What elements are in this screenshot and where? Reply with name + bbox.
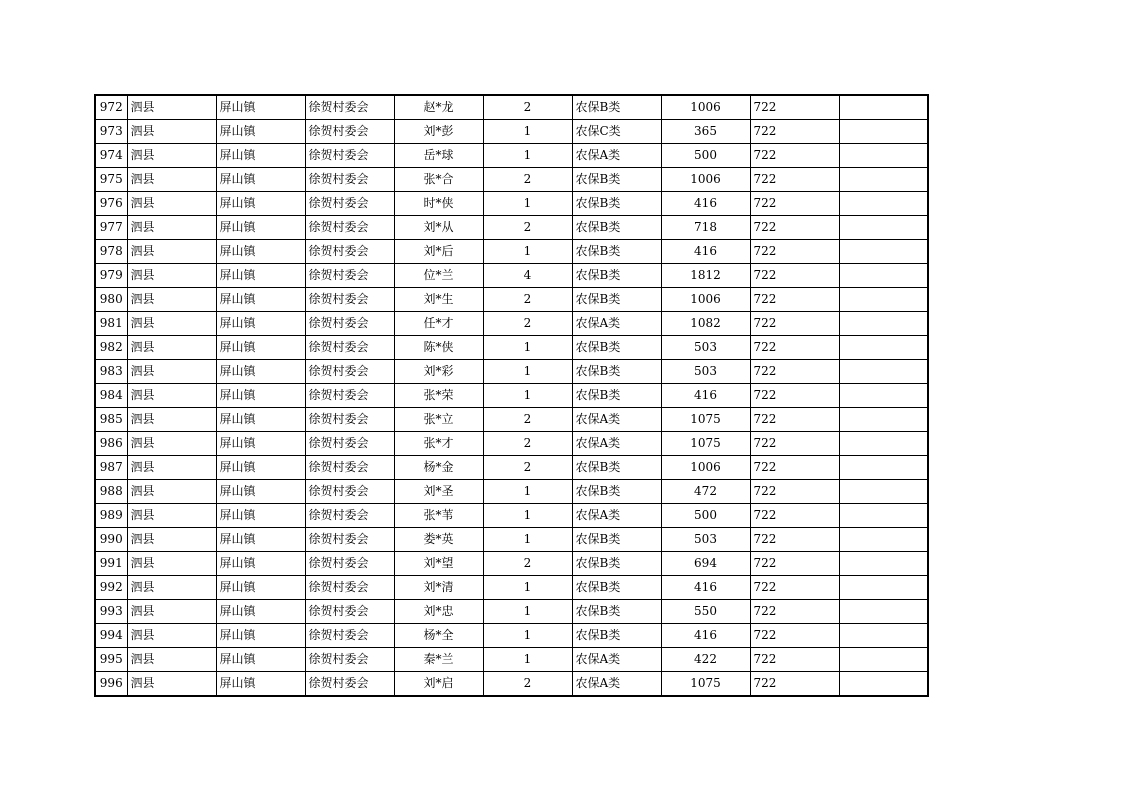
table-row: [95, 600, 928, 624]
cell-amount: 1075: [661, 408, 750, 432]
cell-count: 1: [483, 576, 572, 600]
cell-name: 刘*启: [394, 672, 483, 697]
cell-count: 1: [483, 360, 572, 384]
cell-category: 农保B类: [572, 480, 661, 504]
cell-code: 722: [750, 456, 839, 480]
cell-village: 徐贺村委会: [305, 480, 394, 504]
cell-village: 徐贺村委会: [305, 192, 394, 216]
cell-town: 屏山镇: [216, 648, 305, 672]
table-row: [95, 192, 928, 216]
table-row: [95, 552, 928, 576]
cell-county: 泗县: [127, 168, 216, 192]
cell-code: 722: [750, 672, 839, 697]
cell-amount: 1082: [661, 312, 750, 336]
cell-county: 泗县: [127, 336, 216, 360]
cell-county: 泗县: [127, 624, 216, 648]
cell-note: [839, 672, 928, 697]
cell-row-number: 973: [95, 120, 127, 144]
cell-county: 泗县: [127, 120, 216, 144]
cell-row-number: 986: [95, 432, 127, 456]
cell-town: 屏山镇: [216, 120, 305, 144]
cell-village: 徐贺村委会: [305, 576, 394, 600]
cell-name: 岳*球: [394, 144, 483, 168]
cell-amount: 1006: [661, 168, 750, 192]
cell-count: 1: [483, 144, 572, 168]
cell-town: 屏山镇: [216, 432, 305, 456]
cell-town: 屏山镇: [216, 288, 305, 312]
cell-name: 刘*生: [394, 288, 483, 312]
cell-row-number: 977: [95, 216, 127, 240]
cell-town: 屏山镇: [216, 552, 305, 576]
cell-county: 泗县: [127, 432, 216, 456]
cell-town: 屏山镇: [216, 240, 305, 264]
cell-category: 农保A类: [572, 432, 661, 456]
cell-row-number: 995: [95, 648, 127, 672]
cell-name: 刘*后: [394, 240, 483, 264]
cell-village: 徐贺村委会: [305, 408, 394, 432]
table-row: [95, 672, 928, 697]
cell-county: 泗县: [127, 576, 216, 600]
cell-name: 秦*兰: [394, 648, 483, 672]
cell-village: 徐贺村委会: [305, 600, 394, 624]
cell-category: 农保B类: [572, 95, 661, 120]
table-row: [95, 624, 928, 648]
table-row: [95, 528, 928, 552]
cell-count: 4: [483, 264, 572, 288]
cell-name: 刘*望: [394, 552, 483, 576]
cell-village: 徐贺村委会: [305, 552, 394, 576]
cell-name: 刘*圣: [394, 480, 483, 504]
cell-note: [839, 95, 928, 120]
cell-village: 徐贺村委会: [305, 144, 394, 168]
cell-county: 泗县: [127, 672, 216, 697]
cell-code: 722: [750, 312, 839, 336]
cell-count: 1: [483, 120, 572, 144]
cell-count: 2: [483, 456, 572, 480]
cell-village: 徐贺村委会: [305, 120, 394, 144]
cell-note: [839, 288, 928, 312]
cell-county: 泗县: [127, 384, 216, 408]
cell-count: 2: [483, 552, 572, 576]
table-row: [95, 168, 928, 192]
cell-count: 1: [483, 192, 572, 216]
cell-row-number: 987: [95, 456, 127, 480]
cell-note: [839, 216, 928, 240]
cell-county: 泗县: [127, 95, 216, 120]
cell-row-number: 992: [95, 576, 127, 600]
cell-note: [839, 624, 928, 648]
cell-code: 722: [750, 95, 839, 120]
cell-county: 泗县: [127, 480, 216, 504]
cell-count: 1: [483, 600, 572, 624]
cell-amount: 550: [661, 600, 750, 624]
cell-amount: 500: [661, 144, 750, 168]
cell-code: 722: [750, 624, 839, 648]
cell-town: 屏山镇: [216, 216, 305, 240]
cell-county: 泗县: [127, 360, 216, 384]
cell-amount: 416: [661, 576, 750, 600]
cell-name: 时*侠: [394, 192, 483, 216]
cell-village: 徐贺村委会: [305, 648, 394, 672]
cell-category: 农保A类: [572, 672, 661, 697]
cell-amount: 416: [661, 384, 750, 408]
cell-amount: 472: [661, 480, 750, 504]
cell-name: 张*合: [394, 168, 483, 192]
cell-amount: 694: [661, 552, 750, 576]
data-table: [94, 94, 929, 697]
cell-note: [839, 168, 928, 192]
table-body: [95, 95, 928, 696]
cell-count: 1: [483, 336, 572, 360]
cell-village: 徐贺村委会: [305, 312, 394, 336]
cell-county: 泗县: [127, 528, 216, 552]
cell-town: 屏山镇: [216, 312, 305, 336]
cell-note: [839, 360, 928, 384]
cell-category: 农保B类: [572, 600, 661, 624]
cell-note: [839, 648, 928, 672]
cell-code: 722: [750, 648, 839, 672]
table-row: [95, 288, 928, 312]
cell-village: 徐贺村委会: [305, 336, 394, 360]
cell-row-number: 972: [95, 95, 127, 120]
cell-count: 2: [483, 408, 572, 432]
cell-note: [839, 600, 928, 624]
cell-village: 徐贺村委会: [305, 168, 394, 192]
cell-code: 722: [750, 408, 839, 432]
cell-town: 屏山镇: [216, 600, 305, 624]
cell-row-number: 985: [95, 408, 127, 432]
cell-county: 泗县: [127, 216, 216, 240]
table-row: [95, 576, 928, 600]
cell-code: 722: [750, 336, 839, 360]
cell-count: 1: [483, 624, 572, 648]
cell-name: 杨*金: [394, 456, 483, 480]
cell-category: 农保B类: [572, 288, 661, 312]
cell-amount: 1075: [661, 672, 750, 697]
cell-code: 722: [750, 168, 839, 192]
cell-name: 刘*彭: [394, 120, 483, 144]
cell-row-number: 984: [95, 384, 127, 408]
cell-row-number: 974: [95, 144, 127, 168]
cell-note: [839, 384, 928, 408]
cell-amount: 365: [661, 120, 750, 144]
cell-town: 屏山镇: [216, 384, 305, 408]
cell-amount: 500: [661, 504, 750, 528]
cell-village: 徐贺村委会: [305, 504, 394, 528]
cell-village: 徐贺村委会: [305, 672, 394, 697]
cell-village: 徐贺村委会: [305, 624, 394, 648]
table-row: [95, 144, 928, 168]
table-row: [95, 312, 928, 336]
cell-note: [839, 264, 928, 288]
cell-count: 2: [483, 216, 572, 240]
cell-note: [839, 480, 928, 504]
cell-note: [839, 144, 928, 168]
cell-code: 722: [750, 552, 839, 576]
cell-town: 屏山镇: [216, 624, 305, 648]
cell-county: 泗县: [127, 552, 216, 576]
cell-category: 农保A类: [572, 504, 661, 528]
cell-count: 2: [483, 672, 572, 697]
cell-note: [839, 528, 928, 552]
cell-amount: 503: [661, 360, 750, 384]
cell-category: 农保B类: [572, 456, 661, 480]
cell-row-number: 982: [95, 336, 127, 360]
cell-category: 农保B类: [572, 576, 661, 600]
cell-note: [839, 576, 928, 600]
table-row: [95, 432, 928, 456]
cell-county: 泗县: [127, 456, 216, 480]
cell-row-number: 990: [95, 528, 127, 552]
cell-name: 位*兰: [394, 264, 483, 288]
cell-village: 徐贺村委会: [305, 432, 394, 456]
cell-category: 农保B类: [572, 336, 661, 360]
cell-town: 屏山镇: [216, 95, 305, 120]
table-row: [95, 504, 928, 528]
cell-note: [839, 504, 928, 528]
cell-row-number: 979: [95, 264, 127, 288]
cell-category: 农保B类: [572, 168, 661, 192]
cell-count: 2: [483, 95, 572, 120]
cell-category: 农保C类: [572, 120, 661, 144]
cell-code: 722: [750, 576, 839, 600]
cell-note: [839, 120, 928, 144]
cell-category: 农保B类: [572, 360, 661, 384]
cell-county: 泗县: [127, 600, 216, 624]
cell-amount: 1006: [661, 456, 750, 480]
cell-town: 屏山镇: [216, 480, 305, 504]
cell-count: 1: [483, 504, 572, 528]
cell-amount: 1075: [661, 432, 750, 456]
cell-code: 722: [750, 192, 839, 216]
cell-name: 张*荣: [394, 384, 483, 408]
cell-county: 泗县: [127, 240, 216, 264]
cell-category: 农保B类: [572, 384, 661, 408]
cell-county: 泗县: [127, 648, 216, 672]
cell-note: [839, 240, 928, 264]
cell-town: 屏山镇: [216, 576, 305, 600]
cell-category: 农保B类: [572, 528, 661, 552]
cell-name: 刘*忠: [394, 600, 483, 624]
table-row: [95, 480, 928, 504]
cell-code: 722: [750, 480, 839, 504]
table-row: [95, 95, 928, 120]
cell-name: 张*才: [394, 432, 483, 456]
cell-note: [839, 456, 928, 480]
cell-town: 屏山镇: [216, 672, 305, 697]
table-row: [95, 456, 928, 480]
cell-name: 张*立: [394, 408, 483, 432]
cell-amount: 1006: [661, 95, 750, 120]
cell-code: 722: [750, 504, 839, 528]
cell-town: 屏山镇: [216, 336, 305, 360]
cell-amount: 503: [661, 336, 750, 360]
cell-county: 泗县: [127, 144, 216, 168]
cell-code: 722: [750, 360, 839, 384]
cell-count: 1: [483, 384, 572, 408]
cell-town: 屏山镇: [216, 456, 305, 480]
cell-count: 2: [483, 432, 572, 456]
table-row: [95, 336, 928, 360]
cell-village: 徐贺村委会: [305, 216, 394, 240]
cell-county: 泗县: [127, 504, 216, 528]
table-row: [95, 648, 928, 672]
cell-town: 屏山镇: [216, 144, 305, 168]
cell-note: [839, 192, 928, 216]
cell-amount: 1812: [661, 264, 750, 288]
cell-town: 屏山镇: [216, 360, 305, 384]
cell-county: 泗县: [127, 408, 216, 432]
cell-amount: 416: [661, 624, 750, 648]
cell-note: [839, 552, 928, 576]
cell-name: 陈*侠: [394, 336, 483, 360]
cell-county: 泗县: [127, 192, 216, 216]
cell-note: [839, 432, 928, 456]
cell-category: 农保A类: [572, 408, 661, 432]
cell-code: 722: [750, 288, 839, 312]
cell-village: 徐贺村委会: [305, 264, 394, 288]
cell-row-number: 980: [95, 288, 127, 312]
cell-category: 农保B类: [572, 216, 661, 240]
cell-note: [839, 312, 928, 336]
cell-code: 722: [750, 144, 839, 168]
cell-row-number: 975: [95, 168, 127, 192]
cell-note: [839, 336, 928, 360]
cell-count: 1: [483, 648, 572, 672]
cell-amount: 1006: [661, 288, 750, 312]
cell-count: 2: [483, 168, 572, 192]
cell-row-number: 983: [95, 360, 127, 384]
cell-category: 农保B类: [572, 624, 661, 648]
cell-county: 泗县: [127, 264, 216, 288]
cell-category: 农保B类: [572, 240, 661, 264]
cell-amount: 718: [661, 216, 750, 240]
cell-note: [839, 408, 928, 432]
cell-county: 泗县: [127, 312, 216, 336]
cell-code: 722: [750, 264, 839, 288]
cell-amount: 503: [661, 528, 750, 552]
cell-row-number: 993: [95, 600, 127, 624]
cell-name: 刘*清: [394, 576, 483, 600]
cell-row-number: 981: [95, 312, 127, 336]
cell-village: 徐贺村委会: [305, 95, 394, 120]
cell-category: 农保B类: [572, 192, 661, 216]
cell-name: 张*苇: [394, 504, 483, 528]
cell-name: 刘*彩: [394, 360, 483, 384]
cell-count: 2: [483, 312, 572, 336]
cell-village: 徐贺村委会: [305, 456, 394, 480]
cell-row-number: 996: [95, 672, 127, 697]
cell-code: 722: [750, 600, 839, 624]
cell-name: 杨*全: [394, 624, 483, 648]
cell-village: 徐贺村委会: [305, 240, 394, 264]
table-row: [95, 240, 928, 264]
cell-name: 刘*从: [394, 216, 483, 240]
cell-count: 1: [483, 480, 572, 504]
cell-row-number: 976: [95, 192, 127, 216]
cell-amount: 416: [661, 192, 750, 216]
cell-town: 屏山镇: [216, 528, 305, 552]
cell-row-number: 989: [95, 504, 127, 528]
table-row: [95, 120, 928, 144]
table-row: [95, 264, 928, 288]
cell-code: 722: [750, 216, 839, 240]
cell-town: 屏山镇: [216, 192, 305, 216]
cell-code: 722: [750, 432, 839, 456]
cell-village: 徐贺村委会: [305, 384, 394, 408]
cell-count: 1: [483, 240, 572, 264]
cell-count: 1: [483, 528, 572, 552]
cell-village: 徐贺村委会: [305, 528, 394, 552]
cell-code: 722: [750, 240, 839, 264]
cell-category: 农保A类: [572, 144, 661, 168]
cell-town: 屏山镇: [216, 408, 305, 432]
cell-category: 农保A类: [572, 648, 661, 672]
cell-name: 任*才: [394, 312, 483, 336]
cell-code: 722: [750, 120, 839, 144]
cell-row-number: 988: [95, 480, 127, 504]
cell-category: 农保B类: [572, 264, 661, 288]
cell-name: 赵*龙: [394, 95, 483, 120]
cell-name: 娄*英: [394, 528, 483, 552]
table-row: [95, 216, 928, 240]
cell-town: 屏山镇: [216, 264, 305, 288]
cell-town: 屏山镇: [216, 168, 305, 192]
cell-village: 徐贺村委会: [305, 360, 394, 384]
cell-category: 农保B类: [572, 552, 661, 576]
cell-code: 722: [750, 528, 839, 552]
cell-amount: 416: [661, 240, 750, 264]
cell-category: 农保A类: [572, 312, 661, 336]
cell-village: 徐贺村委会: [305, 288, 394, 312]
table-row: [95, 360, 928, 384]
cell-row-number: 991: [95, 552, 127, 576]
cell-row-number: 978: [95, 240, 127, 264]
table-row: [95, 408, 928, 432]
cell-town: 屏山镇: [216, 504, 305, 528]
cell-amount: 422: [661, 648, 750, 672]
cell-code: 722: [750, 384, 839, 408]
table-row: [95, 384, 928, 408]
cell-count: 2: [483, 288, 572, 312]
cell-county: 泗县: [127, 288, 216, 312]
cell-row-number: 994: [95, 624, 127, 648]
